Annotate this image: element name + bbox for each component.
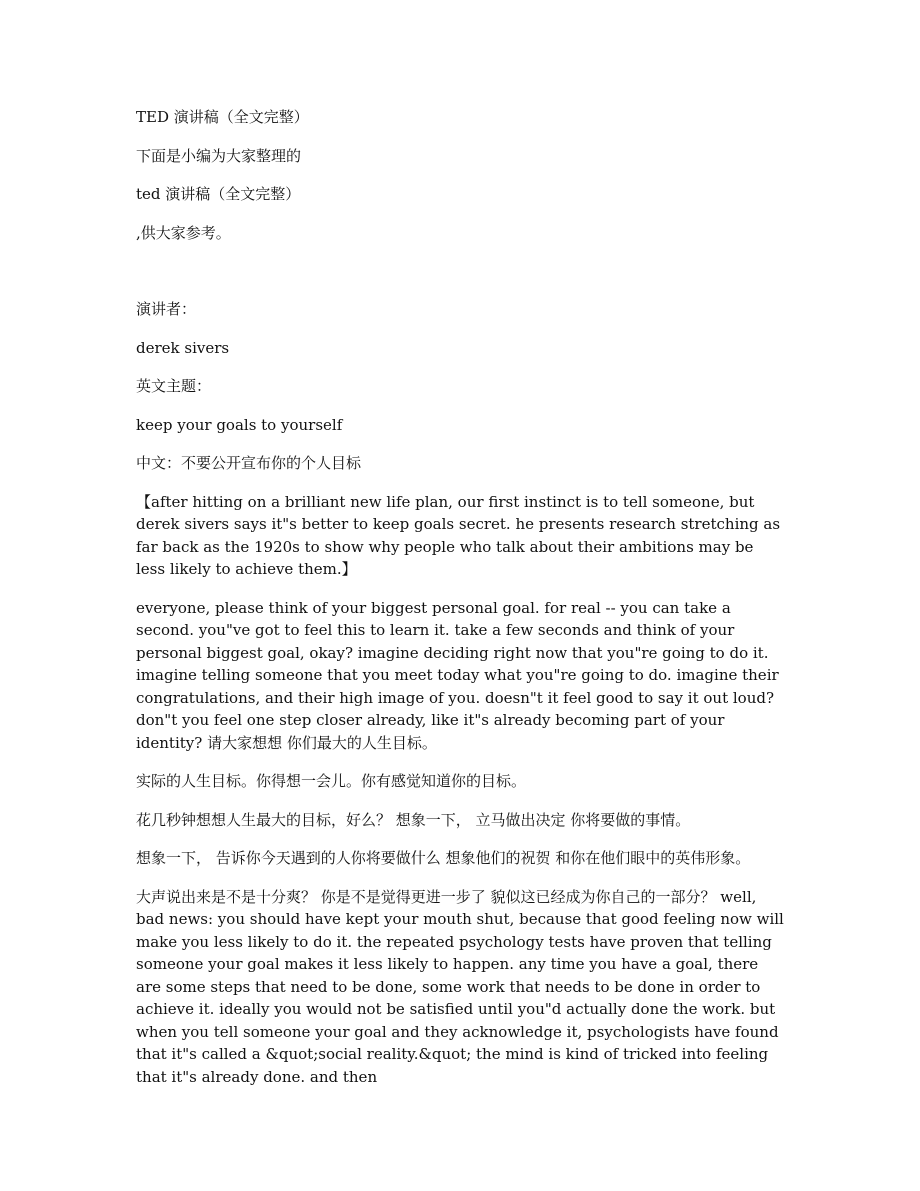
intro-line-1: 下面是小编为大家整理的 <box>136 146 302 165</box>
intro-line-2: ted 演讲稿（全文完整） <box>136 185 301 203</box>
body-paragraph-3: 花几秒钟想想人生最大的目标，好么？ 想象一下， 立马做出决定 你将要做的事情。 <box>136 810 691 829</box>
document-page <box>136 106 784 1104</box>
chinese-topic: 中文：不要公开宣布你的个人目标 <box>136 454 362 472</box>
speaker-name: derek sivers <box>136 338 230 357</box>
body-paragraph-5: 大声说出来是不是十分爽？ 你是不是觉得更进一步了 貌似这已经成为你自己的一部分？ well, bad news: you should have kept your mouth shut, because that good feeling now will make you less likely to do it. the repeated psychology tests have proven that telling someone your goal makes it less likely to happen. any time you have a goal, there are some steps that need to be done, some work that needs to be done in order to achieve it. ideally you would not be satisfied until you"d actually done the work. but when you tell someone your goal and they acknowledge it, psychologists have found that it"s called a &quot;social reality.&quot; the mind is kind of tricked into feeling that it"s already done. and then <box>136 887 784 1086</box>
english-topic-label: 英文主题： <box>136 377 212 395</box>
intro-line-3: ,供大家参考。 <box>136 223 231 242</box>
talk-summary: 【after hitting on a brilliant new life plan, our first instinct is to tell someone, but derek sivers says it"s better to keep goals secret. he presents research stretching as far back as the 1920s to show why people who talk about their ambitions may be less likely to achieve them.】 <box>136 492 781 578</box>
body-paragraph-4: 想象一下， 告诉你今天遇到的人你将要做什么 想象他们的祝贺 和你在他们眼中的英伟形象。 <box>136 849 751 867</box>
speaker-label: 演讲者： <box>136 300 197 318</box>
body-paragraph-2: 实际的人生目标。你得想一会儿。你有感觉知道你的目标。 <box>136 772 527 790</box>
section-gap <box>136 260 784 298</box>
body-paragraph-1: everyone, please think of your biggest personal goal. for real -- you can take a second. you"ve got to feel this to learn it. take a few seconds and think of your personal biggest goal, okay? imagine deciding right now that you"re going to do it. imagine telling someone that you meet today what you"re going to do. imagine their congratulations, and their high image of you. doesn"t it feel good to say it out loud? don"t you feel one step closer already, like it"s already becoming part of your identity? 请大家想想 你们最大的人生目标。 <box>136 598 779 752</box>
document-title: TED 演讲稿（全文完整） <box>136 108 309 126</box>
english-topic: keep your goals to yourself <box>136 415 343 434</box>
